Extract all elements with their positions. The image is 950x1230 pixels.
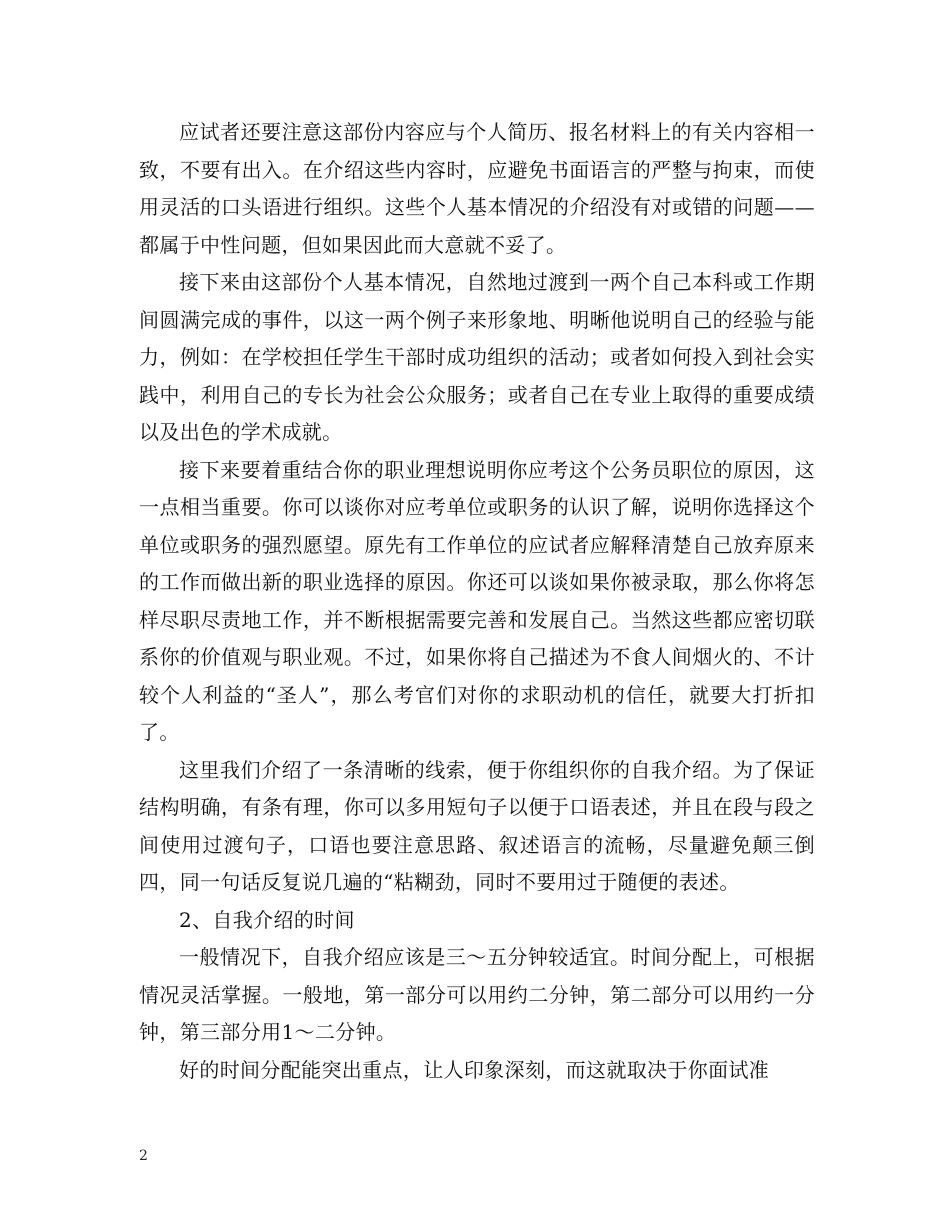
paragraph-time-emphasis: 好的时间分配能突出重点，让人印象深刻，而这就取决于你面试准 (179, 1057, 770, 1082)
document-body (139, 114, 815, 1089)
paragraph-experience: 接下来由这部份个人基本情况，自然地过渡到一两个自己本科或工作期间圆满完成的事件，以这一两个例子来形象地、明晰他说明自己的经验与能力，例如：在学校担任学生干部时成功组织的活动；或者如何投入到社会实践中，利用自己的专长为社会公众服务；或者自己在专业上取得的重要成绩以及出色的学术成就。 (139, 270, 815, 444)
section-heading: 2、自我介绍的时间 (179, 907, 355, 932)
paragraph-motivation: 接下来要着重结合你的职业理想说明你应考这个公务员职位的原因，这一点相当重要。你可以谈你对应考单位或职务的认识了解，说明你选择这个单位或职务的强烈愿望。原先有工作单位的应试者应解释清楚自己放弃原来的工作而做出新的职业选择的原因。你还可以谈如果你被录取，那么你将怎样尽职尽责地工作，并不断根据需要完善和发展自己。当然这些都应密切联系你的价值观与职业观。不过，如果你将自己描述为不食人间烟火的、不计较个人利益的“圣人”，那么考官们对你的求职动机的信任，就要大打折扣了。 (139, 457, 815, 744)
paragraph-structure: 这里我们介绍了一条清晰的线索，便于你组织你的自我介绍。为了保证结构明确，有条有理，你可以多用短句子以便于口语表述，并且在段与段之间使用过渡句子，口语也要注意思路、叙述语言的流畅，尽量避免颠三倒四，同一句话反复说几遍的“粘糊劲，同时不要用过于随便的表述。 (139, 757, 815, 894)
paragraph-consistency: 应试者还要注意这部份内容应与个人简历、报名材料上的有关内容相一致，不要有出入。在介绍这些内容时，应避免书面语言的严整与拘束，而使用灵活的口头语进行组织。这些个人基本情况的介绍没有对或错的问题——都属于中性问题，但如果因此而大意就不妥了。 (139, 120, 815, 257)
page-number: 2 (139, 1148, 148, 1164)
paragraph-time-allocation: 一般情况下，自我介绍应该是三～五分钟较适宜。时间分配上，可根据情况灵活掌握。一般地，第一部分可以用约二分钟，第二部分可以用约一分钟，第三部分用1～二分钟。 (139, 945, 815, 1044)
